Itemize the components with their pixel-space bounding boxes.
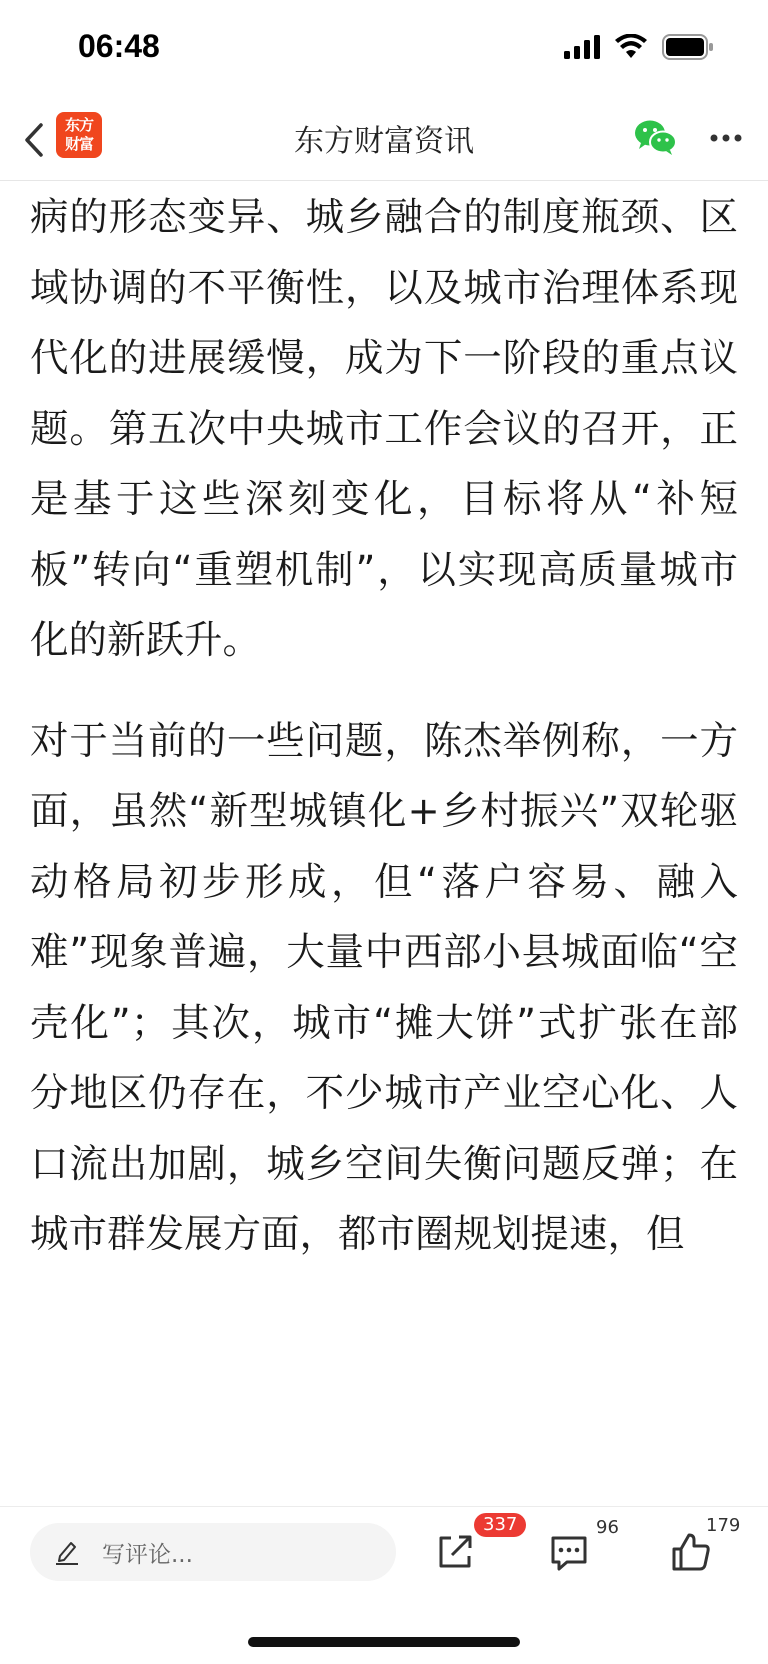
article-paragraph: 对于当前的一些问题，陈杰举例称，一方面，虽然“新型城镇化+乡村振兴”双轮驱动格局初步形成，但“落户容易、融入难”现象普遍，大量中西部小县城面临“空壳化”；其次，城市“摊大饼”式扩张在部分地区仍存在，不少城市产业空心化、人口流出加剧，城乡空间失衡问题反弹；在城市群发展方面，都市圈规划提速，但: [30, 718, 738, 1257]
comment-input[interactable]: [30, 1523, 396, 1581]
more-dots-icon: [710, 134, 742, 142]
status-icons: [564, 34, 714, 64]
comments-button[interactable]: [546, 1529, 592, 1575]
nav-bar: [0, 100, 768, 181]
app-logo-line2: 财富: [64, 135, 93, 153]
comment-bubble-icon: [549, 1532, 589, 1572]
share-count-badge: 337: [474, 1513, 526, 1537]
comment-placeholder: 写评论...: [102, 1541, 193, 1568]
like-count: 179: [706, 1515, 741, 1536]
share-icon: [435, 1532, 475, 1572]
wechat-icon: [634, 118, 678, 158]
battery-icon: [662, 34, 714, 64]
cellular-signal-icon: [564, 35, 600, 63]
pencil-icon: [54, 1538, 80, 1566]
wifi-icon: [614, 34, 648, 64]
article-paragraph: 病的形态变异、城乡融合的制度瓶颈、区域协调的不平衡性，以及城市治理体系现代化的进展缓慢，成为下一阶段的重点议题。第五次中央城市工作会议的召开，正是基于这些深刻变化，目标将从“补短板”转向“重塑机制”，以实现高质量城市化的新跃升。: [30, 195, 738, 663]
share-button[interactable]: [432, 1529, 478, 1575]
article-body: [30, 183, 738, 1505]
status-bar: [0, 0, 768, 100]
home-indicator[interactable]: [248, 1637, 520, 1647]
status-time: 06:48: [78, 28, 160, 64]
wechat-share-button[interactable]: [634, 118, 678, 158]
comment-count: 96: [596, 1517, 619, 1538]
more-options-button[interactable]: [706, 120, 746, 156]
page-title: 东方财富资讯: [294, 124, 474, 159]
thumbs-up-icon: [670, 1531, 712, 1573]
app-logo-line1: 东方: [64, 116, 93, 134]
